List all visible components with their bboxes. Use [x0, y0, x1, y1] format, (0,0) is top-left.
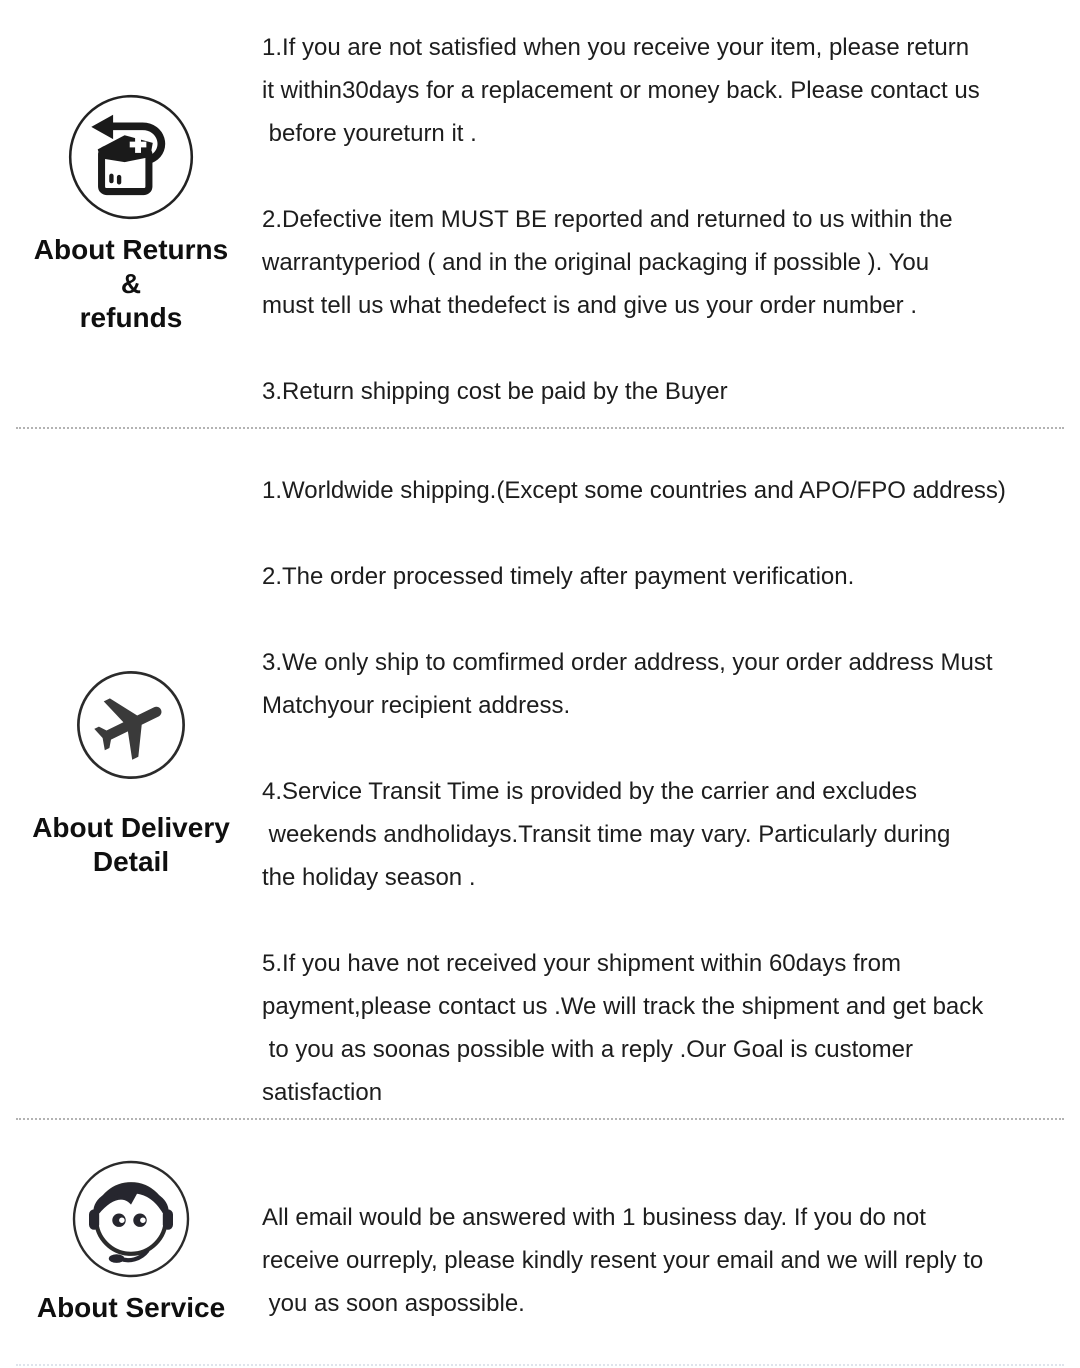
text-line: 3.Return shipping cost be paid by the Buyer [262, 378, 728, 405]
returns-heading-line: refunds [79, 301, 183, 333]
section-about-service [0, 1120, 1080, 1364]
returns-paragraph-2 [262, 198, 1070, 327]
delivery-heading-line: About Delivery [32, 811, 230, 843]
text-line: 3.We only ship to comfirmed order address, your order address Must [262, 649, 993, 676]
returns-text-column [262, 0, 1080, 427]
text-line: it within30days for a replacement or money back. Please contact us [262, 77, 980, 104]
text-line: must tell us what thedefect is and give us your order number . [262, 292, 917, 319]
service-text-column [262, 1120, 1080, 1364]
airplane-icon [75, 669, 187, 781]
text-line: satisfaction [262, 1079, 383, 1106]
service-icon-wrap [71, 1159, 191, 1279]
service-heading-line: About Service [36, 1292, 226, 1323]
text-line: warrantyperiod ( and in the original packaging if possible ). You [262, 249, 930, 276]
text-line: 2.The order processed timely after payment verification. [262, 563, 855, 590]
delivery-heading-line: Detail [92, 845, 170, 877]
delivery-paragraph-1 [262, 469, 1070, 512]
text-line: 5.If you have not received your shipment within 60days from [262, 950, 901, 977]
delivery-paragraph-3 [262, 641, 1070, 727]
returns-heading-line: & [120, 267, 142, 299]
returns-paragraph-3 [262, 370, 1070, 413]
section-about-delivery [0, 429, 1080, 1118]
text-line: payment,please contact us .We will track the shipment and get back [262, 993, 984, 1020]
service-heading [37, 1291, 225, 1325]
text-line: All email would be answered with 1 business day. If you do not [262, 1204, 926, 1231]
returns-paragraph-1 [262, 26, 1070, 155]
return-package-icon [67, 93, 195, 221]
text-line: Matchyour recipient address. [262, 692, 571, 719]
text-line: 4.Service Transit Time is provided by the carrier and excludes [262, 778, 917, 805]
returns-left-column [0, 0, 262, 427]
text-line: before youreturn it . [262, 120, 477, 147]
delivery-heading [32, 811, 230, 879]
delivery-paragraph-5 [262, 942, 1070, 1114]
text-line: receive ourreply, please kindly resent your email and we will reply to [262, 1247, 984, 1274]
customer-service-headset-icon [71, 1159, 191, 1279]
text-line: 1.Worldwide shipping.(Except some countries and APO/FPO address) [262, 477, 1006, 504]
text-line: you as soon aspossible. [262, 1290, 525, 1317]
text-line: to you as soonas possible with a reply .Our Goal is customer [262, 1036, 913, 1063]
text-line: 2.Defective item MUST BE reported and returned to us within the [262, 206, 953, 233]
delivery-paragraph-4 [262, 770, 1070, 899]
text-line: weekends andholidays.Transit time may vary. Particularly during [262, 821, 951, 848]
text-line: 1.If you are not satisfied when you receive your item, please return [262, 34, 970, 61]
text-line: the holiday season . [262, 864, 476, 891]
delivery-text-column [262, 429, 1080, 1118]
delivery-icon-wrap [75, 669, 187, 781]
dotted-divider-bottom [16, 1364, 1064, 1366]
delivery-left-column [0, 429, 262, 1118]
service-paragraph-1 [262, 1196, 1070, 1325]
delivery-paragraph-2 [262, 555, 1070, 598]
section-about-returns [0, 0, 1080, 427]
returns-icon-wrap [67, 93, 195, 221]
returns-heading [34, 233, 228, 335]
returns-heading-line: About Returns [33, 233, 229, 265]
service-left-column [0, 1120, 262, 1364]
